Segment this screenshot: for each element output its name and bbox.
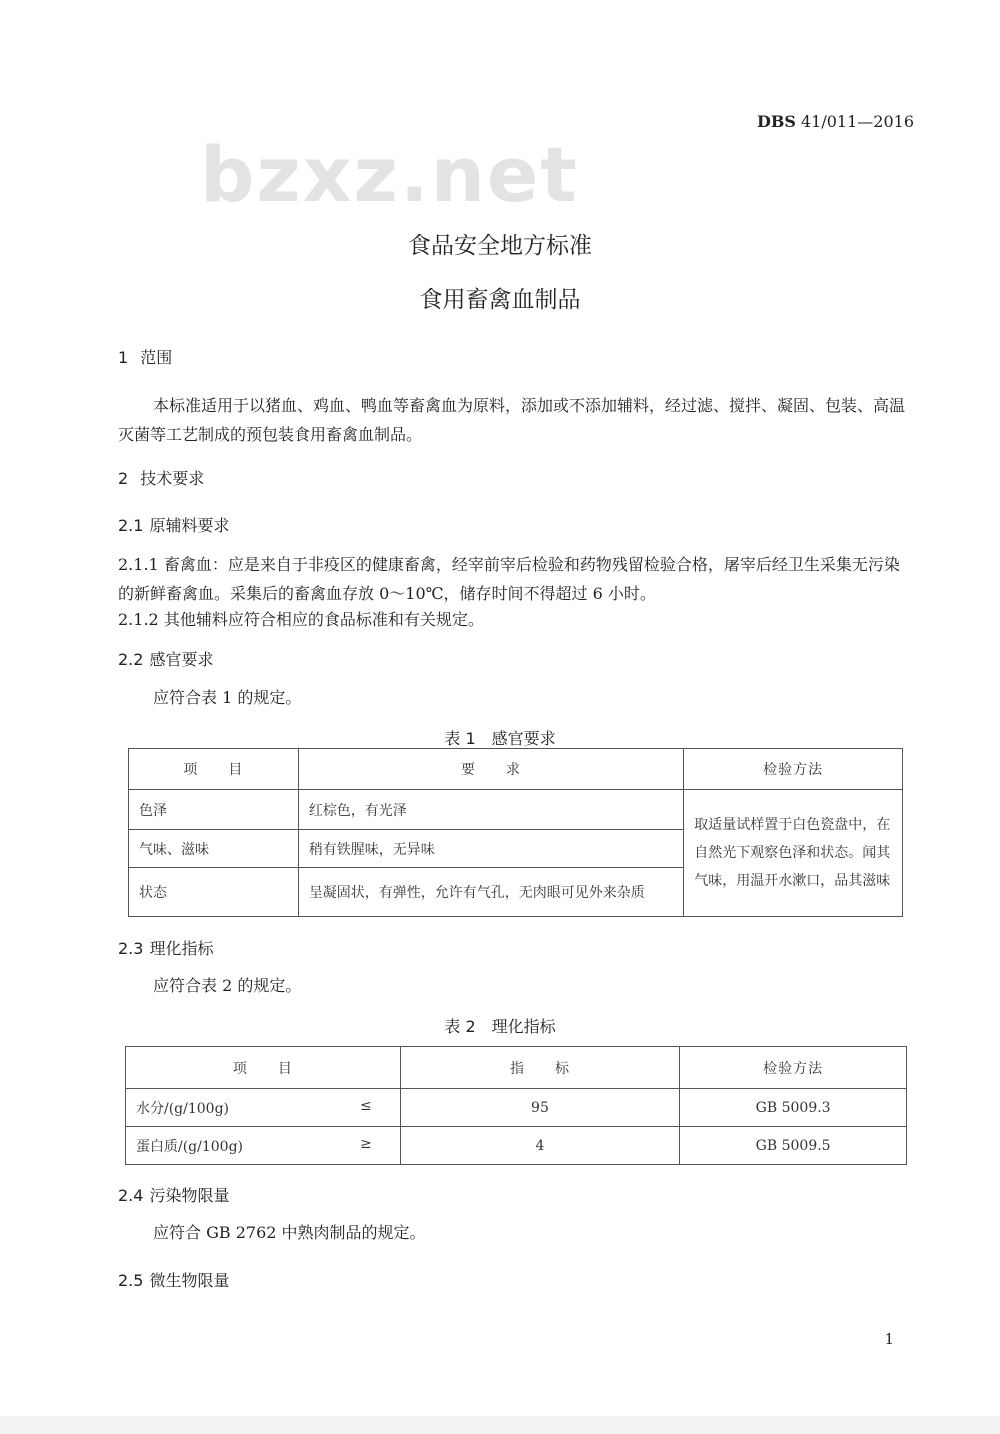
section-heading-sensory: 2.2 感官要求 <box>118 650 214 669</box>
table-cell: 呈凝固状，有弹性，允许有气孔，无肉眼可见外来杂质 <box>298 868 683 917</box>
table-cell: 95 <box>400 1089 680 1127</box>
section-heading-scope: 1 范围 <box>118 348 173 367</box>
section-heading-physicochemical: 2.3 理化指标 <box>118 939 214 958</box>
clause-2-1-1: 2.1.1 畜禽血：应是来自于非疫区的健康畜禽，经宰前宰后检验和药物残留检验合格，屠宰后经卫生采集无污染的新鲜畜禽血。采集后的畜禽血存放 0～10℃，储存时间不得超过 6 小时。 <box>118 555 900 603</box>
standard-code: DBS 41/011—2016 <box>756 112 914 131</box>
table-cell: 状态 <box>129 868 299 917</box>
table-cell: 4 <box>400 1127 680 1165</box>
contaminants-reference: 应符合 GB 2762 中熟肉制品的规定。 <box>153 1223 426 1242</box>
column-header: 项 目 <box>129 749 299 790</box>
table-row <box>129 790 903 830</box>
column-header: 要 求 <box>298 749 683 790</box>
section-heading-microbial: 2.5 微生物限量 <box>118 1271 230 1290</box>
section-heading-technical: 2 技术要求 <box>118 469 205 488</box>
column-header: 检验方法 <box>684 749 903 790</box>
section-heading-contaminants: 2.4 污染物限量 <box>118 1186 230 1205</box>
table-cell: 色泽 <box>129 790 299 830</box>
table-cell: 蛋白质/(g/100g) ≥ <box>126 1127 401 1165</box>
table-cell: 稍有铁腥味，无异味 <box>298 830 683 868</box>
table1-caption: 表 1 感官要求 <box>444 729 556 748</box>
physicochemical-reference: 应符合表 2 的规定。 <box>153 976 302 995</box>
document-subtitle: 食用畜禽血制品 <box>419 287 581 313</box>
table-cell: GB 5009.5 <box>680 1127 907 1165</box>
document-title: 食品安全地方标准 <box>408 233 592 259</box>
page-number: 1 <box>884 1330 894 1348</box>
table-cell: GB 5009.3 <box>680 1089 907 1127</box>
sensory-table <box>128 748 903 917</box>
table-header-row <box>126 1047 907 1089</box>
scope-paragraph: 本标准适用于以猪血、鸡血、鸭血等畜禽血为原料，添加或不添加辅料，经过滤、搅拌、凝固、包装、高温灭菌等工艺制成的预包装食用畜禽血制品。 <box>118 396 906 444</box>
table-cell: 红棕色，有光泽 <box>298 790 683 830</box>
table-header-row <box>129 749 903 790</box>
table-cell: 气味、滋味 <box>129 830 299 868</box>
column-header: 检验方法 <box>680 1047 907 1089</box>
watermark: bzxz.net <box>200 130 579 219</box>
column-header: 项 目 <box>126 1047 401 1089</box>
sensory-reference: 应符合表 1 的规定。 <box>153 688 302 707</box>
table-row <box>126 1089 907 1127</box>
table2-caption: 表 2 理化指标 <box>444 1017 556 1036</box>
clause-2-1-2: 2.1.2 其他辅料应符合相应的食品标准和有关规定。 <box>118 610 484 629</box>
table-cell: 水分/(g/100g) ≤ <box>126 1089 401 1127</box>
method-cell: 取适量试样置于白色瓷盘中，在自然光下观察色泽和状态。闻其气味，用温开水漱口，品其滋味 <box>684 790 903 917</box>
physicochemical-table <box>125 1046 907 1165</box>
table-row <box>126 1127 907 1165</box>
column-header: 指 标 <box>400 1047 680 1089</box>
section-heading-raw-materials: 2.1 原辅料要求 <box>118 516 230 535</box>
